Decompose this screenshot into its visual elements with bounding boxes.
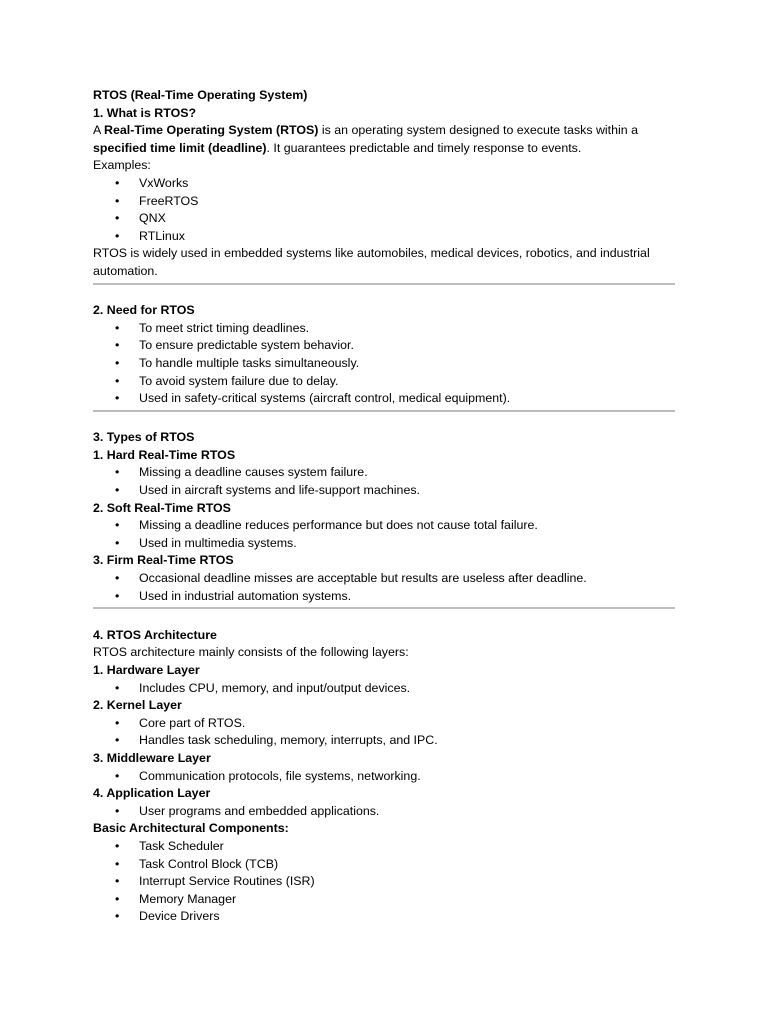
- list-item-text: VxWorks: [139, 175, 189, 190]
- section-1-heading: 1. What is RTOS?: [93, 105, 197, 120]
- bullet-icon: •: [115, 535, 120, 550]
- list-item-text: User programs and embedded applications.: [139, 803, 380, 818]
- layer-list: [93, 715, 675, 750]
- list-item-text: Used in multimedia systems.: [139, 535, 297, 550]
- list-item-text: To ensure predictable system behavior.: [139, 338, 354, 353]
- def-text-c: . It guarantees predictable and timely response to events.: [266, 140, 582, 155]
- list-item-text: FreeRTOS: [139, 193, 199, 208]
- list-item: [93, 908, 675, 926]
- layer-title: 4. Application Layer: [93, 786, 211, 801]
- bullet-icon: •: [115, 733, 120, 748]
- bullet-icon: •: [115, 891, 120, 906]
- list-item: [93, 355, 675, 373]
- list-item-text: Task Control Block (TCB): [139, 856, 279, 871]
- architecture-intro: RTOS architecture mainly consists of the following layers:: [93, 645, 409, 660]
- list-item: [93, 464, 675, 482]
- section-2-heading: 2. Need for RTOS: [93, 303, 195, 318]
- layer-title: 3. Middleware Layer: [93, 750, 211, 765]
- list-item: [93, 320, 675, 338]
- list-item: [93, 680, 675, 698]
- bullet-icon: •: [115, 391, 120, 406]
- list-item-text: RTLinux: [139, 228, 185, 243]
- section-3-heading: 3. Types of RTOS: [93, 430, 195, 445]
- bullet-icon: •: [115, 856, 120, 871]
- list-item: [93, 517, 675, 535]
- rtos-usage: RTOS is widely used in embedded systems like automobiles, medical devices, robotics, and industrial automation.: [93, 246, 650, 278]
- list-item: [93, 193, 675, 211]
- list-item: [93, 337, 675, 355]
- bullet-icon: •: [115, 588, 120, 603]
- examples-label: Examples:: [93, 158, 151, 173]
- list-item-text: Device Drivers: [139, 909, 220, 924]
- need-list: [93, 320, 675, 408]
- bullet-icon: •: [115, 211, 120, 226]
- type-title: 3. Firm Real-Time RTOS: [93, 553, 234, 568]
- list-item: [93, 856, 675, 874]
- list-item-text: Includes CPU, memory, and input/output devices.: [139, 680, 411, 695]
- bullet-icon: •: [115, 518, 120, 533]
- list-item-text: Communication protocols, file systems, networking.: [139, 768, 421, 783]
- bullet-icon: •: [115, 338, 120, 353]
- list-item: [93, 373, 675, 391]
- layer-list: [93, 680, 675, 698]
- list-item-text: Memory Manager: [139, 891, 237, 906]
- bullet-icon: •: [115, 768, 120, 783]
- bullet-icon: •: [115, 909, 120, 924]
- type-list: [93, 464, 675, 499]
- bullet-icon: •: [115, 680, 120, 695]
- list-item: [93, 175, 675, 193]
- list-item: [93, 482, 675, 500]
- document-body: [93, 87, 675, 926]
- list-item: [93, 891, 675, 909]
- list-item: [93, 210, 675, 228]
- bullet-icon: •: [115, 715, 120, 730]
- list-item-text: Missing a deadline causes system failure.: [139, 465, 368, 480]
- def-bold-deadline: specified time limit (deadline): [93, 140, 267, 155]
- list-item-text: Interrupt Service Routines (ISR): [139, 874, 315, 889]
- list-item-text: QNX: [139, 211, 166, 226]
- components-list: [93, 838, 675, 926]
- type-list: [93, 517, 675, 552]
- list-item-text: Missing a deadline reduces performance but does not cause total failure.: [139, 518, 538, 533]
- def-bold-rtos: Real-Time Operating System (RTOS): [104, 123, 319, 138]
- list-item: [93, 838, 675, 856]
- list-item-text: Occasional deadline misses are acceptable but results are useless after deadline.: [139, 571, 587, 586]
- list-item-text: To meet strict timing deadlines.: [139, 320, 310, 335]
- def-text-a: A: [93, 123, 105, 138]
- bullet-icon: •: [115, 228, 120, 243]
- type-title: 2. Soft Real-Time RTOS: [93, 500, 231, 515]
- list-item: [93, 768, 675, 786]
- list-item: [93, 715, 675, 733]
- components-label: Basic Architectural Components:: [93, 821, 289, 836]
- list-item: [93, 803, 675, 821]
- bullet-icon: •: [115, 320, 120, 335]
- list-item-text: Used in aircraft systems and life-support machines.: [139, 483, 420, 498]
- rtos-definition: [93, 122, 675, 157]
- bullet-icon: •: [115, 175, 120, 190]
- bullet-icon: •: [115, 838, 120, 853]
- type-list: [93, 570, 675, 605]
- layer-title: 1. Hardware Layer: [93, 663, 200, 677]
- layer-list: [93, 803, 675, 821]
- list-item-text: Handles task scheduling, memory, interrupts, and IPC.: [139, 733, 438, 748]
- bullet-icon: •: [115, 193, 120, 208]
- list-item-text: Core part of RTOS.: [139, 715, 246, 730]
- type-title: 1. Hard Real-Time RTOS: [93, 447, 236, 462]
- bullet-icon: •: [115, 483, 120, 498]
- document-title: RTOS (Real-Time Operating System): [93, 88, 308, 102]
- list-item-text: To avoid system failure due to delay.: [139, 373, 339, 388]
- list-item: [93, 873, 675, 891]
- list-item-text: To handle multiple tasks simultaneously.: [139, 355, 360, 370]
- bullet-icon: •: [115, 373, 120, 388]
- layer-list: [93, 768, 675, 786]
- list-item: [93, 732, 675, 750]
- def-text-b: is an operating system designed to execute tasks within a: [318, 123, 638, 138]
- layer-title: 2. Kernel Layer: [93, 698, 182, 713]
- list-item: [93, 390, 675, 408]
- bullet-icon: •: [115, 803, 120, 818]
- list-item-text: Task Scheduler: [139, 838, 224, 853]
- section-4-heading: 4. RTOS Architecture: [93, 627, 217, 642]
- list-item-text: Used in industrial automation systems.: [139, 588, 352, 603]
- bullet-icon: •: [115, 465, 120, 480]
- bullet-icon: •: [115, 355, 120, 370]
- bullet-icon: •: [115, 874, 120, 889]
- list-item-text: Used in safety-critical systems (aircraft control, medical equipment).: [139, 391, 511, 406]
- list-item: [93, 588, 675, 606]
- examples-list: [93, 175, 675, 245]
- list-item: [93, 570, 675, 588]
- list-item: [93, 228, 675, 246]
- list-item: [93, 535, 675, 553]
- bullet-icon: •: [115, 571, 120, 586]
